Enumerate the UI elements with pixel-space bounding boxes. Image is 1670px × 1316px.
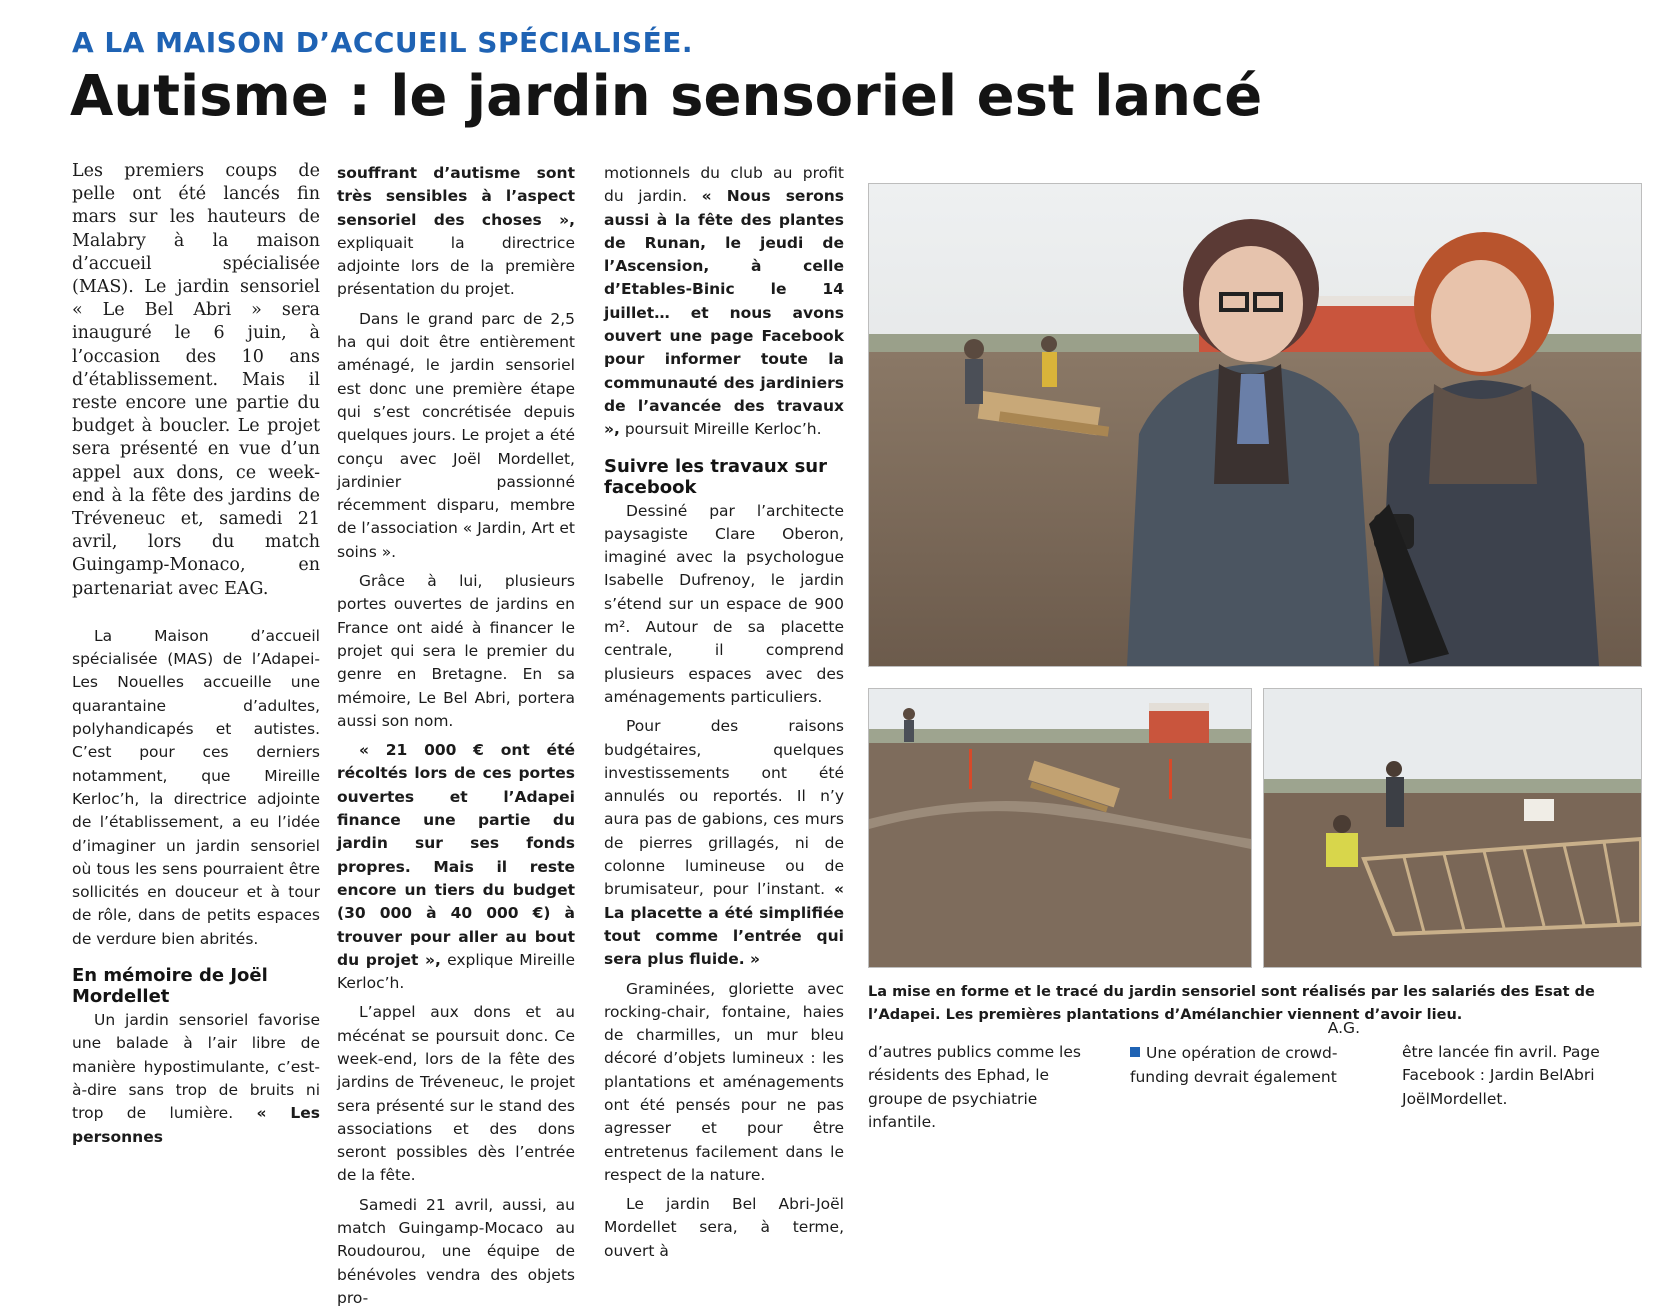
column-2 [337, 162, 575, 1316]
paragraph: Dans le grand parc de 2,5 ha qui doit être entièrement aménagé, le jardin sensoriel est donc une première étape qui s’est concrétisée depuis quelques jours. Le projet a été conçu avec Joël Mordellet, jardinier passionné récemment disparu, membre de l’association « Jardin, Art et soins ». [337, 309, 575, 561]
paragraph: La Maison d’accueil spécialisée (MAS) de l’Adapei-Les Nouelles accueille une quarantaine d’adultes, polyhandicapés et autistes. C’est pour ces derniers notamment, que Mireille Kerloc’h, la directrice adjointe de l’établissement, a eu l’idée d’imaginer un jardin sensoriel où tous les sens pourraient être sollicités en douceur et à tour de rôle, dans de petits espaces de verdure bien abrités. [72, 626, 320, 948]
paragraph: Le jardin Bel Abri-Joël Mordellet sera, à terme, ouvert à [604, 1195, 844, 1260]
paragraph [337, 739, 575, 995]
paragraph [337, 162, 575, 302]
paragraph: Grâce à lui, plusieurs portes ouvertes de jardins en France ont aidé à financer le projet qui sera le premier du genre en Bretagne. En sa mémoire, Le Bel Abri, portera aussi son nom. [337, 572, 575, 730]
paragraph: Graminées, gloriette avec rocking-chair, fontaine, haies de charmilles, un mur bleu décoré d’objets lumineux : les plantations et aménagements ont été pensés pour ne pas agresser et pour être entretenus facilement dans le respect de la nature. [604, 979, 844, 1184]
paragraph [604, 715, 844, 971]
photo-two-women [868, 183, 1642, 667]
text-run: Un jardin sensoriel favorise une balade à l’air libre de manière hypostimulante, c’est-à-dire sans trop de bruits ni trop de lumière. [72, 1011, 320, 1123]
paragraph: Dessiné par l’architecte paysagiste Clare Oberon, imaginé avec la psychologue Isabelle Dufrenoy, le jardin s’étend sur un espace de 900 m². Autour de sa placette centrale, il comprend plusieurs espaces avec des aménagements particuliers. [604, 501, 844, 706]
quote-text: « Nous serons aussi à la fête des plantes de Runan, le jeudi de l’Ascension, à celle d’Etables-Binic le 14 juillet… et nous avons ouvert une page Facebook pour informer toute la communauté des jardiniers de l’avancée des travaux », [604, 187, 844, 439]
article-headline: Autisme : le jardin sensoriel est lancé [70, 64, 1263, 129]
text-run: poursuit Mireille Kerloc’h. [624, 420, 822, 439]
photo-workers-frame [1263, 688, 1642, 968]
tail-column-1: d’autres publics comme les résidents des Ephad, le groupe de psychiatrie infantile. [868, 1043, 1081, 1131]
article-lead: Les premiers coups de pelle ont été lancés fin mars sur les hauteurs de Malabry à la maison d’accueil spécialisée (MAS). Le jardin sensoriel « Le Bel Abri » sera inauguré le 6 juin, à l’occasion des 10 ans d’établissement. Mais il reste encore une partie du budget à boucler. Le projet sera présenté en vue d’un appel aux dons, ce week-end à la fête des jardins de Tréveneuc et, samedi 21 avril, lors du match Guingamp-Monaco, en partenariat avec EAG. [72, 161, 320, 599]
photo-caption: La mise en forme et le tracé du jardin sensoriel sont réalisés par les salariés des Esat de l’Adapei. Les premières plantations d’Amélanchier viennent d’avoir lieu. [868, 984, 1595, 1023]
column-1 [72, 160, 320, 1155]
tail-column-2 [1130, 1019, 1360, 1089]
bullet-square-icon [1130, 1047, 1140, 1057]
photo-garden-layout [868, 688, 1252, 968]
text-run: explique Mireille Kerloc’h. [337, 950, 576, 993]
text-run: Pour des raisons budgétaires, quelques investissements ont été annulés ou reportés. Il n’y aura pas de gabions, ces murs de pierres grillagés, ni de colonne lumineuse ou de brumisateur, pour l’instant. [604, 717, 844, 899]
paragraph [72, 1009, 320, 1149]
subheading-facebook: Suivre les travaux sur facebook [604, 455, 827, 498]
quote-text: souffrant d’autisme sont très sensibles à l’aspect sensoriel des choses », [337, 164, 575, 229]
tail-column-3: être lancée fin avril. Page Facebook : Jardin BelAbri JoëlMordellet. [1402, 1043, 1600, 1108]
author-signature: A.G. [1327, 1019, 1360, 1037]
quote-text: « Les personnes [72, 1104, 321, 1146]
subheading-memoire: En mémoire de Joël Mordellet [72, 965, 268, 1008]
paragraph: Samedi 21 avril, aussi, au match Guingamp-Mocaco au Roudourou, une équipe de bénévoles vendra des objets pro- [337, 1195, 575, 1307]
quote-text: « 21 000 € ont été récoltés lors de ces portes ouvertes et l’Adapei finance une partie du jardin sur ses fonds propres. Mais il reste encore un tiers du budget (30 000 à 40 000 €) à trouver pour aller au bout du projet », [337, 741, 575, 969]
quote-text: « La placette a été simplifiée tout comme l’entrée qui sera plus fluide. » [604, 880, 844, 969]
column-3 [604, 162, 844, 1269]
crowdfunding-note [1130, 1042, 1360, 1089]
paragraph [604, 162, 844, 442]
text-run: expliquait la directrice adjointe lors de la première présentation du projet. [337, 233, 575, 299]
paragraph: L’appel aux dons et au mécénat se poursuit donc. Ce week-end, lors de la fête des jardins de Tréveneuc, le projet sera présenté sur le stand des associations et des dons seront possibles dès l’entrée de la fête. [337, 1003, 575, 1185]
text-run: motionnels du club au profit du jardin. [604, 164, 844, 206]
section-kicker: A LA MAISON D’ACCUEIL SPÉCIALISÉE. [72, 26, 694, 59]
text-run: Une opération de crowd-funding devrait également [1130, 1044, 1338, 1086]
